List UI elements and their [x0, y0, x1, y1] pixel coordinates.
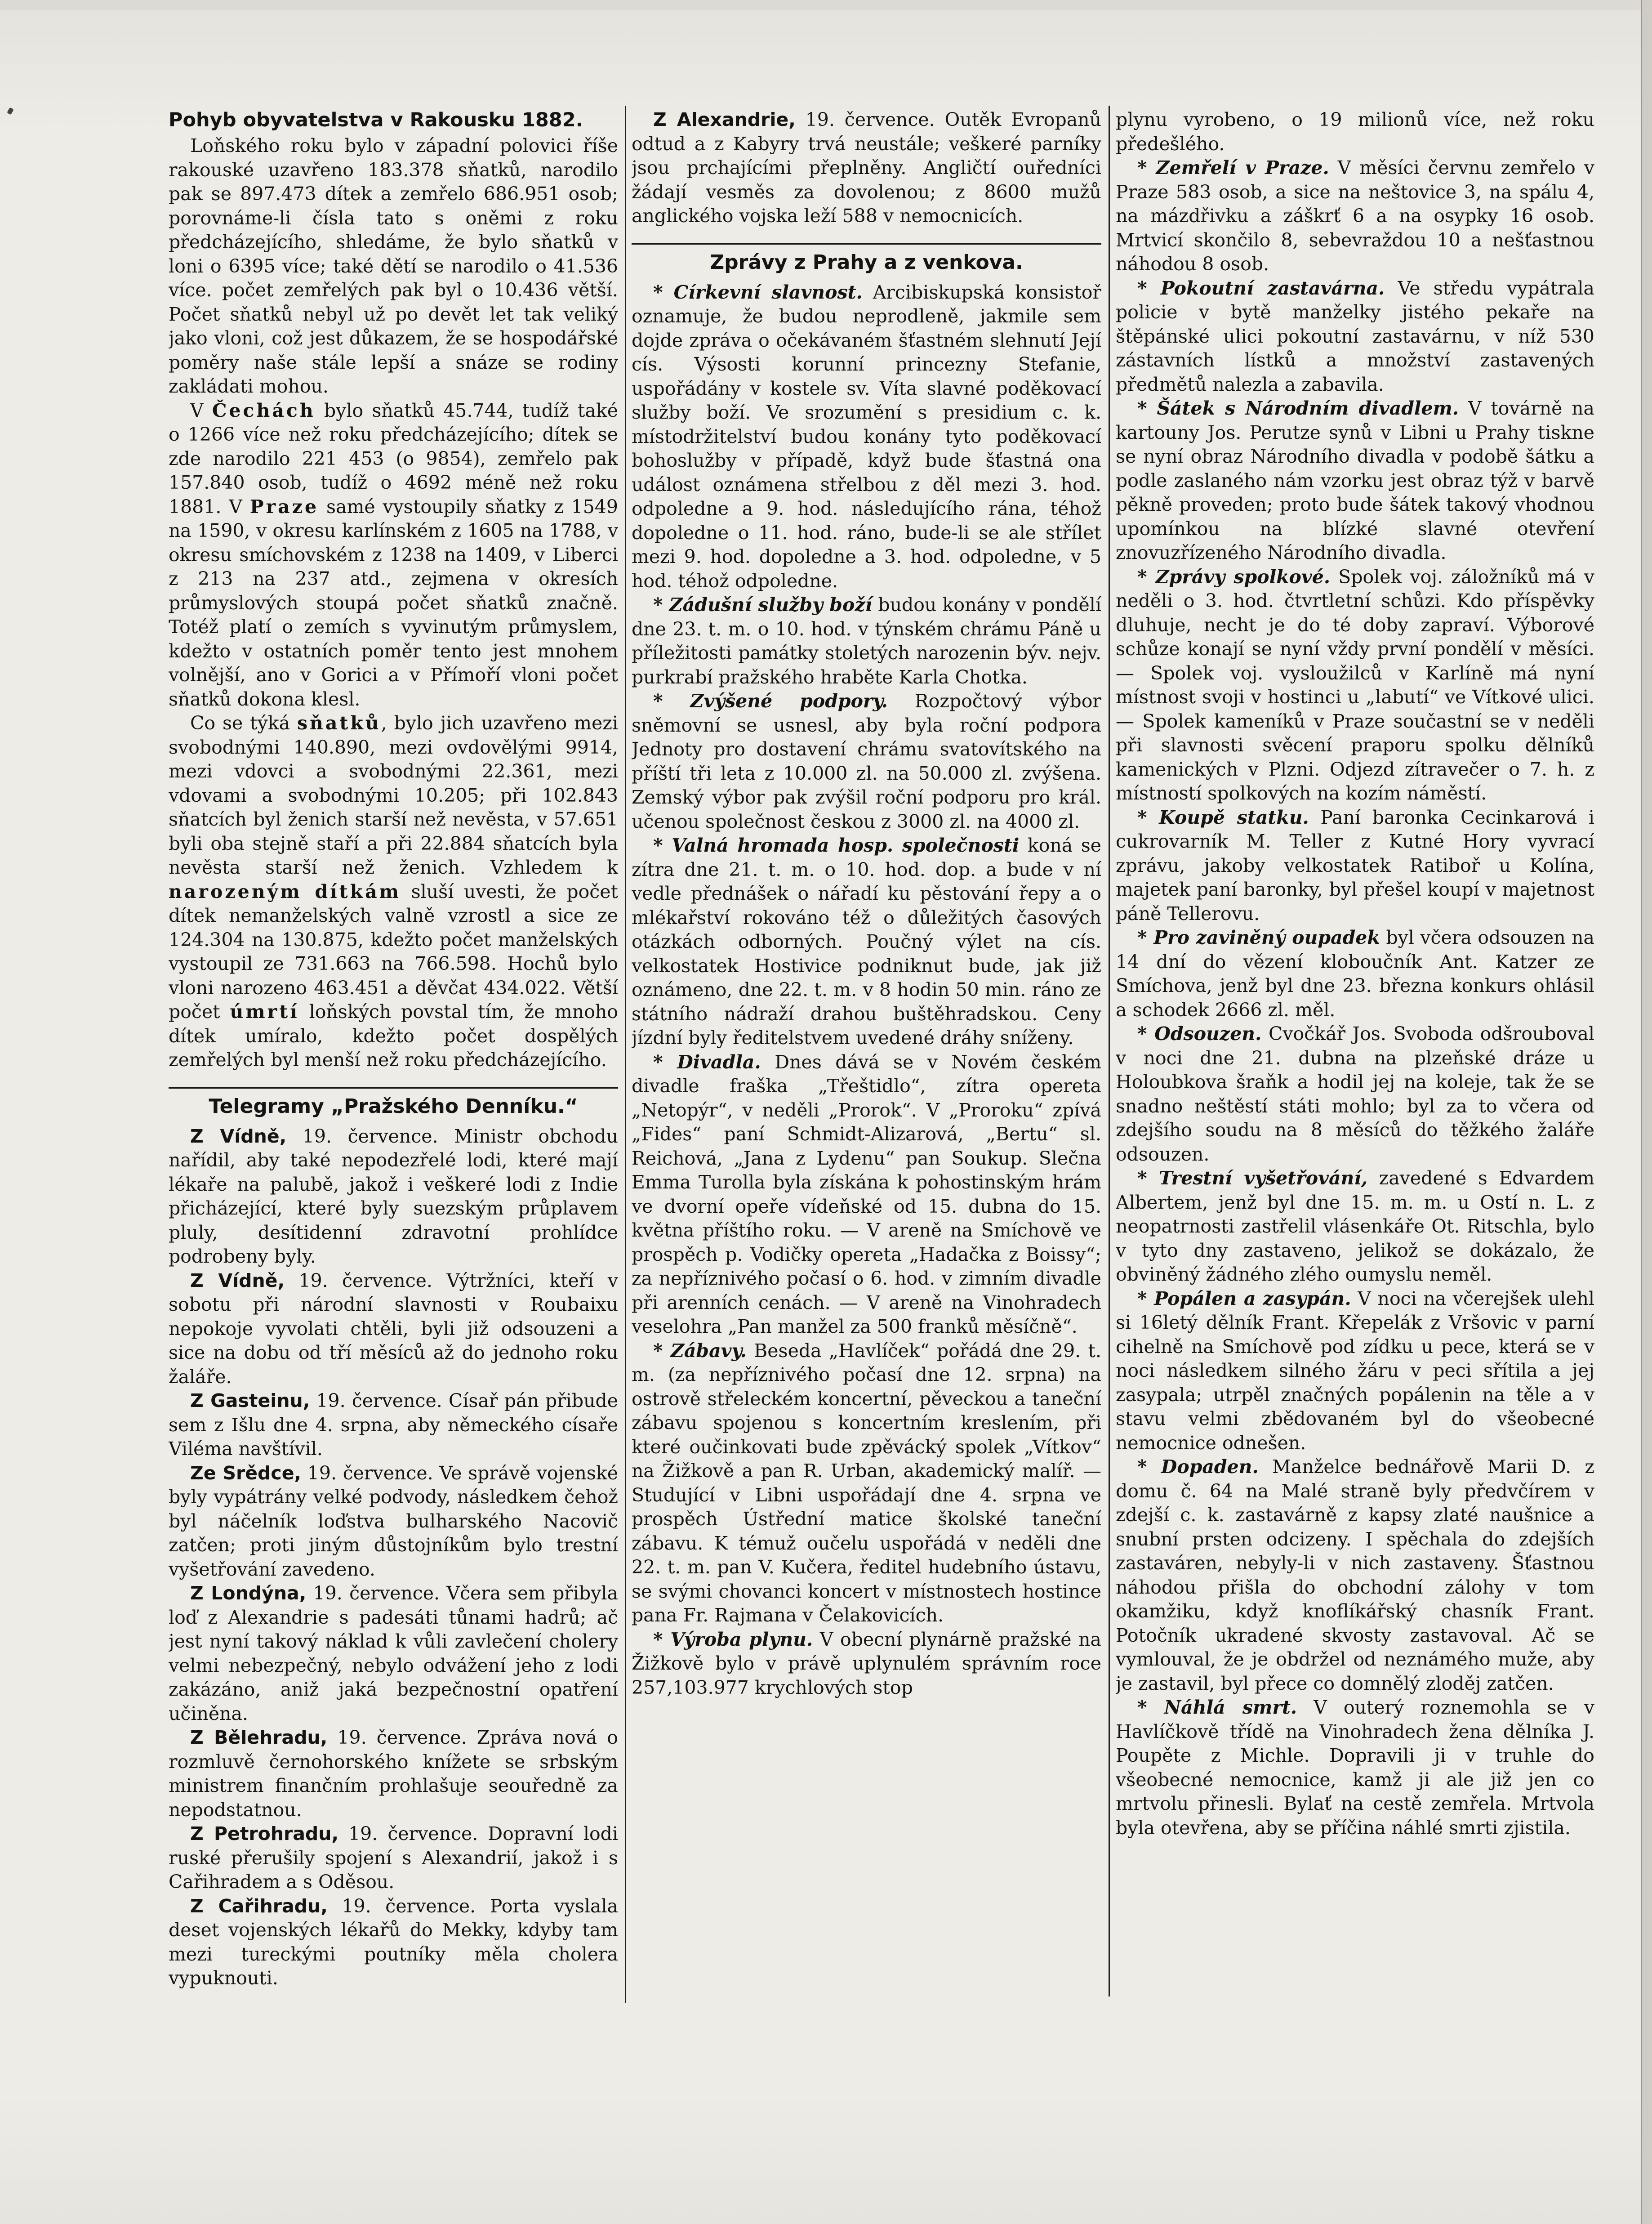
news-item	[1116, 806, 1594, 926]
telegram-item	[169, 1894, 618, 1991]
news-text: V obecní plynárně pražské na Žižkově bylo v právě uplynulém správním roce 257,103.977 krychlových stop	[632, 1628, 1101, 1698]
column-1	[169, 108, 618, 2140]
page-top-edge	[0, 0, 1652, 10]
news-heading: * Náhlá smrt.	[1137, 1697, 1297, 1718]
telegram-item	[169, 1461, 618, 1582]
news-item	[632, 834, 1101, 1050]
section-header-telegrams: Telegramy „Pražského Denníku.“	[169, 1087, 618, 1119]
news-text: budou konány v pondělí dne 23. t. m. o 10. hod. v týnském chrámu Páně u příležitosti památky stoletých narozenin býv. nejv. purkrabí pražského hraběte Karla Chotka.	[632, 594, 1101, 688]
telegram-place: Z Vídně,	[190, 1125, 287, 1147]
news-heading: * Zprávy spolkové.	[1137, 566, 1331, 588]
telegram-text: 19. července. Outěk Evropanů odtud a z Kabyry trvá neustále; veškeré parníky jsou prchajícími přeplněny. Angličtí ouředníci žádají vesměs za dovolenou; z 8600 mužů anglického vojska leží 588 v nemocnicích.	[632, 109, 1101, 227]
page-right-edge	[1641, 0, 1652, 2224]
telegram-text: 19. července. Porta vyslala deset vojenských lékařů do Mekky, kdyby tam mezi tureckými poutníky měla cholera vypuknouti.	[169, 1895, 618, 1989]
news-item	[1116, 397, 1594, 565]
news-text: Paní baronka Cecinkarová i cukrovarník M. Teller z Kutné Hory vyvrací zprávu, jakoby velkostatek Ratiboř u Kolína, majetek paní baronky, byl přešel koupí v majetnost páně Tellerovu.	[1116, 806, 1594, 924]
news-text: V měsíci červnu zemřelo v Praze 583 osob, a sice na neštovice 3, na spálu 4, na mázdřivku a záškrť 6 a na osypky 16 osob. Mrtvicí skončilo 8, sebevraždou 10 a nešťastnou náhodou 8 osob.	[1116, 157, 1594, 275]
news-heading: * Valná hromada hosp. společnosti	[653, 835, 1020, 856]
telegram-item	[169, 1581, 618, 1726]
news-item	[1116, 156, 1594, 277]
news-heading: * Dopaden.	[1137, 1456, 1259, 1478]
news-text: Ve středu vypátrala policie v bytě manželky jistého pekaře na štěpánské ulici pokoutní zastavárnu, v níž 530 zástavních lístků a množství zastavených předmětů nalezla a zabavila.	[1116, 277, 1594, 395]
telegram-text: 19. července. Císař pán přibude sem z Išlu dne 4. srpna, aby německého císaře Viléma navštívil.	[169, 1390, 618, 1460]
telegram-item	[169, 1125, 618, 1269]
news-heading: * Zemřelí v Praze.	[1137, 157, 1329, 179]
article-paragraph	[169, 134, 618, 399]
news-heading: * Koupě statku.	[1137, 806, 1309, 828]
news-item	[632, 1050, 1101, 1339]
column-2	[632, 108, 1101, 2140]
telegram-item	[632, 108, 1101, 228]
telegram-place: Ze Srědce,	[190, 1462, 302, 1484]
paragraph-text: Loňského roku bylo v západní polovici říše rakouské uzavřeno 183.378 sňatků, narodilo pak se 897.473 dítek a zemřelo 686.951 osob; porovnáme-li čísla tato s oněmi z roku předcházejícího, shledáme, že bylo sňatků v loni o 6395 více; také dětí se narodilo o 41.536 více. počet zemřelých pak byl o 10.436 větší. Počet sňatků nebyl už po devět let tak veliký jako vloni, což jest důkazem, že se hospodářské poměry naše stále lepší a snáze se rodiny zakládati mohou.	[169, 135, 618, 397]
news-heading: * Popálen a zasypán.	[1137, 1287, 1351, 1309]
telegram-place: Z Alexandrie,	[653, 109, 796, 130]
paragraph-text: samé vystoupily sňatky z 1549 na 1590, v okresu karlínském z 1605 na 1788, v okresu smíchovském z 1238 na 1409, v Liberci z 213 na 237 atd., zejmena v okresích průmyslových stoupá počet sňatků značně. Totéž platí o zemích s vyvinutým průmyslem, kdežto v ostatních poměr tento jest mnohem volnější, ano v Gorici a v Přímoří vloni počet sňatků dokona klesl.	[169, 496, 618, 710]
news-heading: * Odsouzen.	[1137, 1023, 1262, 1045]
news-heading: * Šátek s Národním divadlem.	[1137, 397, 1459, 419]
news-item	[632, 689, 1101, 834]
telegram-place: Z Vídně,	[190, 1269, 285, 1291]
column-3	[1116, 108, 1594, 2140]
column-rule-2	[1109, 106, 1110, 1996]
telegram-text: 19. července. Dopravní lodi ruské přerušily spojení s Alexandrií, jakož i s Cařihradem a s Oděsou.	[169, 1823, 618, 1893]
telegram-place: Z Petrohradu,	[190, 1823, 339, 1844]
emphasis-text: sňatků	[297, 712, 381, 734]
news-heading: * Výroba plynu.	[653, 1628, 813, 1650]
news-text: zavedené s Edvardem Albertem, jenž byl dne 15. m. m. u Ostí n. L. z neopatrnosti zastřelil vlásenkáře Ot. Ritschla, bylo v tyto dny zastaveno, jelikož se dokázalo, že obviněný žádného zlého oumyslu neměl.	[1116, 1167, 1594, 1285]
news-item	[1116, 926, 1594, 1022]
paragraph-prefix: V	[190, 399, 204, 421]
news-item	[632, 1628, 1101, 1700]
telegram-item	[169, 1822, 618, 1894]
news-item	[632, 1339, 1101, 1628]
emphasis-text: Praze	[249, 496, 319, 518]
news-text: Cvočkář Jos. Svoboda odšrouboval v noci dne 21. dubna na plzeňské dráze u Holoubkova šraňk a hodil jej na koleje, tak že se snadno neštěstí státi mohlo; byl za to včera od zdejšího soudu na 8 měsíců do těžkého žaláře odsouzen.	[1116, 1023, 1594, 1165]
news-text: Spolek voj. záložníků má v neděli o 3. hod. čtvrtletní schůzi. Kdo příspěvky dluhuje, necht je do té doby zapraví. Výborové schůze konají se nyní vždy první pondělí v měsíci. — Spolek voj. vysloužilců v Karlíně má nyní místnost svoji v hostinci u „labutí“ ve Vítkové ulici. — Spolek kameníků v Praze součastní se v neděli při slavnosti svěcení praporu spolku dělníků kamenických v Plzni. Odjezd zítravečer o 7. h. z místností spolkových na kozím náměstí.	[1116, 566, 1594, 804]
paragraph-text: bylo sňatků 45.744, tudíž také o 1266 více než roku předcházejícího; dítek se zde narodilo 221 453 (o 9854), zemřelo pak 157.840 osob, tudíž o 4692 méně než roku 1881. V	[169, 399, 618, 518]
news-text: V outerý roznemohla se v Havlíčkově třídě na Vinohradech žena dělníka J. Poupěte z Michle. Dopravili ji v truhle do všeobecné nemocnice, kamž ji ale již jen co mrtvolu přinesli. Bylať na cestě zemřela. Mrtvola byla otevřena, aby se příčina náhlé smrti zjistila.	[1116, 1697, 1594, 1839]
section-header-news: Zprávy z Prahy a z venkova.	[632, 243, 1101, 275]
news-heading: * Pro zaviněný oupadek	[1137, 927, 1380, 948]
news-text: Beseda „Havlíček“ pořádá dne 29. t. m. (za nepříznivého počasí dne 12. srpna) na ostrově střeleckém koncertní, pěveckou a taneční zábavu spojenou s koncertním kreslením, při které oučinkovati bude zpěvácký spolek „Vítkov“ na Žižkově a pan R. Urban, akademický malíř. — Studující v Libni uspořádají dne 4. srpna ve prospěch Ústřední matice školské taneční zábavu. K témuž oučelu uspořádá v neděli dne 22. t. m. pan V. Kučera, ředitel hudebního ústavu, se svými chovanci koncert v místnostech hostince pana Fr. Rajmana v Čelakovicích.	[632, 1340, 1101, 1626]
news-text: Dnes dává se v Novém českém divadle fraška „Třeštidlo“, zítra opereta „Netopýr“, v neděli „Prorok“. V „Proroku“ zpívá „Fides“ paní Schmidt-Alizarová, „Bertu“ sl. Reichová, „Jana z Lydenu“ pan Soukup. Slečna Emma Turolla byla získána k pohostinským hrám ve dvorní opeře vídeňské od 15. dubna do 15. května příštího roku. — V areně na Smíchově ve prospěch p. Vodičky opereta „Hadačka z Boissy“; za nepříznivého počasí o 6. hod. v zimním divadle při arenních cenách. — V areně na Vinohradech veselohra „Pan manžel za 500 franků měsíčně“.	[632, 1051, 1101, 1337]
column-rule-1	[625, 106, 626, 2003]
telegram-text: 19. července. Zpráva nová o rozmluvě černohorského knížete se srbským ministrem finančním prohlašuje seouředně za nepodstatnou.	[169, 1727, 618, 1821]
paragraph-text: , bylo jich uzavřeno mezi svobodnými 140.890, mezi ovdovělými 9914, mezi vdovci a svobodnými 22.361, mezi vdovami a svobodnými 10.205; při 102.843 sňatcích byl ženich starší než nevěsta, v 57.651 byli oba stejně staří a při 22.884 sňatcích byla nevěsta starší než ženich. Vzhledem k	[169, 712, 618, 878]
telegram-place: Z Cařihradu,	[190, 1895, 328, 1917]
continued-text: plynu vyrobeno, o 19 milionů více, než roku předešlého.	[1116, 109, 1594, 155]
telegram-text: 19. července. Výtržníci, kteří v sobotu při národní slavnosti v Roubaixu nepokoje vyvolati chtěli, byli již odsouzeni a sice na dobu od tří měsíců až do jednoho roku žaláře.	[169, 1269, 618, 1388]
news-item	[1116, 1287, 1594, 1456]
news-heading: * Zábavy.	[653, 1340, 747, 1362]
news-heading: * Zvýšené podpory.	[653, 690, 888, 712]
telegram-place: Z Gasteinu,	[190, 1390, 310, 1411]
news-heading: * Divadla.	[653, 1051, 761, 1073]
article-title: Pohyb obyvatelstva v Rakousku 1882.	[169, 109, 583, 131]
news-text: V továrně na kartouny Jos. Perutze synů v Libni u Prahy tiskne se nyní obraz Národního divadla v podobě šátku a podle zaslaného nám vzorku jest obraz týž v barvě pěkně proveden; proto bude šátek takový vhodnou upomínkou na blízké slavné otevření znovuzřízeného Národního divadla.	[1116, 397, 1594, 563]
news-item	[632, 281, 1101, 594]
news-item	[632, 593, 1101, 689]
news-heading: * Pokoutní zastavárna.	[1137, 277, 1385, 299]
telegram-place: Z Londýna,	[190, 1582, 307, 1604]
emphasis-text: Čechách	[212, 399, 316, 421]
telegram-text: 19. července. Včera sem přibyla loď z Alexandrie s padesáti tůnami hadrů; ač jest nyní takový náklad k vůli zavlečení cholery velmi nebezpečný, nebylo odvážení jeho z lodi zakázáno, aniž jaká bezpečnostní opatření učiněna.	[169, 1582, 618, 1724]
news-text: koná se zítra dne 21. t. m. o 10. hod. dop. a bude v ní vedle přednášek o nářadí ku pěstování řepy a o mlékařství rokováno též o důležitých časových otázkách odborných. Poučný výlet na cís. velkostatek Hostivice podniknut bude, jak již oznámeno, dne 22. t. m. v 8 hodin 50 min. ráno ze státního nádraží drahou buštěhradskou. Ceny jízdní byly ředitelstvem uvedené dráhy sníženy.	[632, 835, 1101, 1049]
telegram-place: Z Bělehradu,	[190, 1727, 328, 1748]
article-paragraph	[169, 399, 618, 712]
news-text: Arcibiskupská konsistoř oznamuje, že budou neprodleně, jakmile sem dojde zpráva o očekávaném šťastném slehnutí Její cís. Výsosti korunní princezny Stefanie, uspořádány v kostele sv. Víta slavné poděkovací služby boží. Ve srozumění s presidium c. k. místodržitelství budou konány tyto poděkovací bohoslužby v případě, když bude šťastná ona událost oznámena střelbou z děl mezi 3. hod. odpoledne a 9. hod. následujícího rána, téhož dopoledne o 11. hod. ráno, bude-li se ale střílet mezi 9. hod. dopoledne a 3. hod. odpoledne, v 5 hod. téhož odpoledne.	[632, 281, 1101, 592]
news-item	[1116, 1166, 1594, 1287]
emphasis-text: narozeným dítkám	[169, 880, 401, 902]
ink-speck	[7, 107, 14, 115]
emphasis-text: úmrtí	[230, 1001, 299, 1023]
news-item	[1116, 277, 1594, 397]
news-item	[1116, 565, 1594, 806]
news-item	[1116, 1696, 1594, 1840]
paragraph-text: sluší uvesti, že počet dítek nemanželských valně vzrostl a sice ze 124.304 na 130.875, kdežto počet manželských vystoupil ze 731.663 na 766.598. Hochů bylo vloni narozeno 463.451 a děvčat 434.022. Větší počet	[169, 880, 618, 1023]
telegram-item	[169, 1269, 618, 1389]
telegram-item	[169, 1389, 618, 1461]
telegram-text: 19. července. Ministr obchodu nařídil, aby také nepodezřelé lodi, které mají lékaře na palubě, jakož i veškeré lodi z Indie přicházející, které byly suezským průplavem pluly, desítidenní zdravotní prohlídce podrobeny byly.	[169, 1125, 618, 1267]
news-item	[1116, 1455, 1594, 1696]
news-item	[1116, 1022, 1594, 1166]
news-text: Manželce bednářově Marii D. z domu č. 64 na Malé straně byly předvčírem v zdejší c. k. zastavárně z kapsy zlaté naušnice a snubní prsten odcizeny. I spěchala do zdejších zastaváren, nebyly-li v nich zastaveny. Šťastnou náhodou přišla do obchodní zálohy v tom okamžiku, když knoflíkářský chasník Frant. Potočník ukradené skvosty zastavoval. Ač se vymlouval, že je obdržel od neznámého muže, aby je zastavil, byl přece co domnělý zloděj zatčen.	[1116, 1456, 1594, 1694]
news-text: byl včera odsouzen na 14 dní do vězení kloboučník Ant. Katzer ze Smíchova, jenž byl dne 23. března konkurs ohlásil a schodek 2666 zl. měl.	[1116, 927, 1594, 1021]
paragraph-text: loňských povstal tím, že mnoho dítek umíralo, kdežto počet dospělých zemřelých byl menší než roku předcházejícího.	[169, 1001, 618, 1071]
telegram-text: 19. července. Ve správě vojenské byly vypátrány velké podvody, následkem čehož byl náčelník loďstva bulharského Nacovič zatčen; proti jiným důstojníkům bylo trestní vyšetřování zavedeno.	[169, 1462, 618, 1580]
news-heading: * Trestní vyšetřování,	[1137, 1167, 1368, 1189]
telegram-item	[169, 1726, 618, 1822]
news-text: Rozpočtový výbor sněmovní se usnesl, aby byla roční podpora Jednoty pro dostavení chrámu svatovítského na příští tři leta z 10.000 zl. na 50.000 zl. zvýšena. Zemský výbor pak zvýšil roční podporu pro král. učenou společnost českou z 3000 zl. na 4000 zl.	[632, 690, 1101, 832]
news-heading: * Církevní slavnost.	[653, 281, 863, 303]
article-paragraph	[169, 711, 618, 1072]
news-text: V noci na včerejšek ulehl si 16letý dělník Frant. Křepelák z Vršovic v parní cihelně na Smíchově pod zídku u pece, která se v noci následkem silného žáru v peci sřítila a jej zasypala; utrpěl značných popálenin na těle a v stavu velmi zbědovaném byl do všeobecné nemocnice odnešen.	[1116, 1287, 1594, 1454]
paragraph-prefix: Co se týká	[190, 712, 290, 734]
news-heading: * Zádušní služby boží	[653, 594, 873, 616]
